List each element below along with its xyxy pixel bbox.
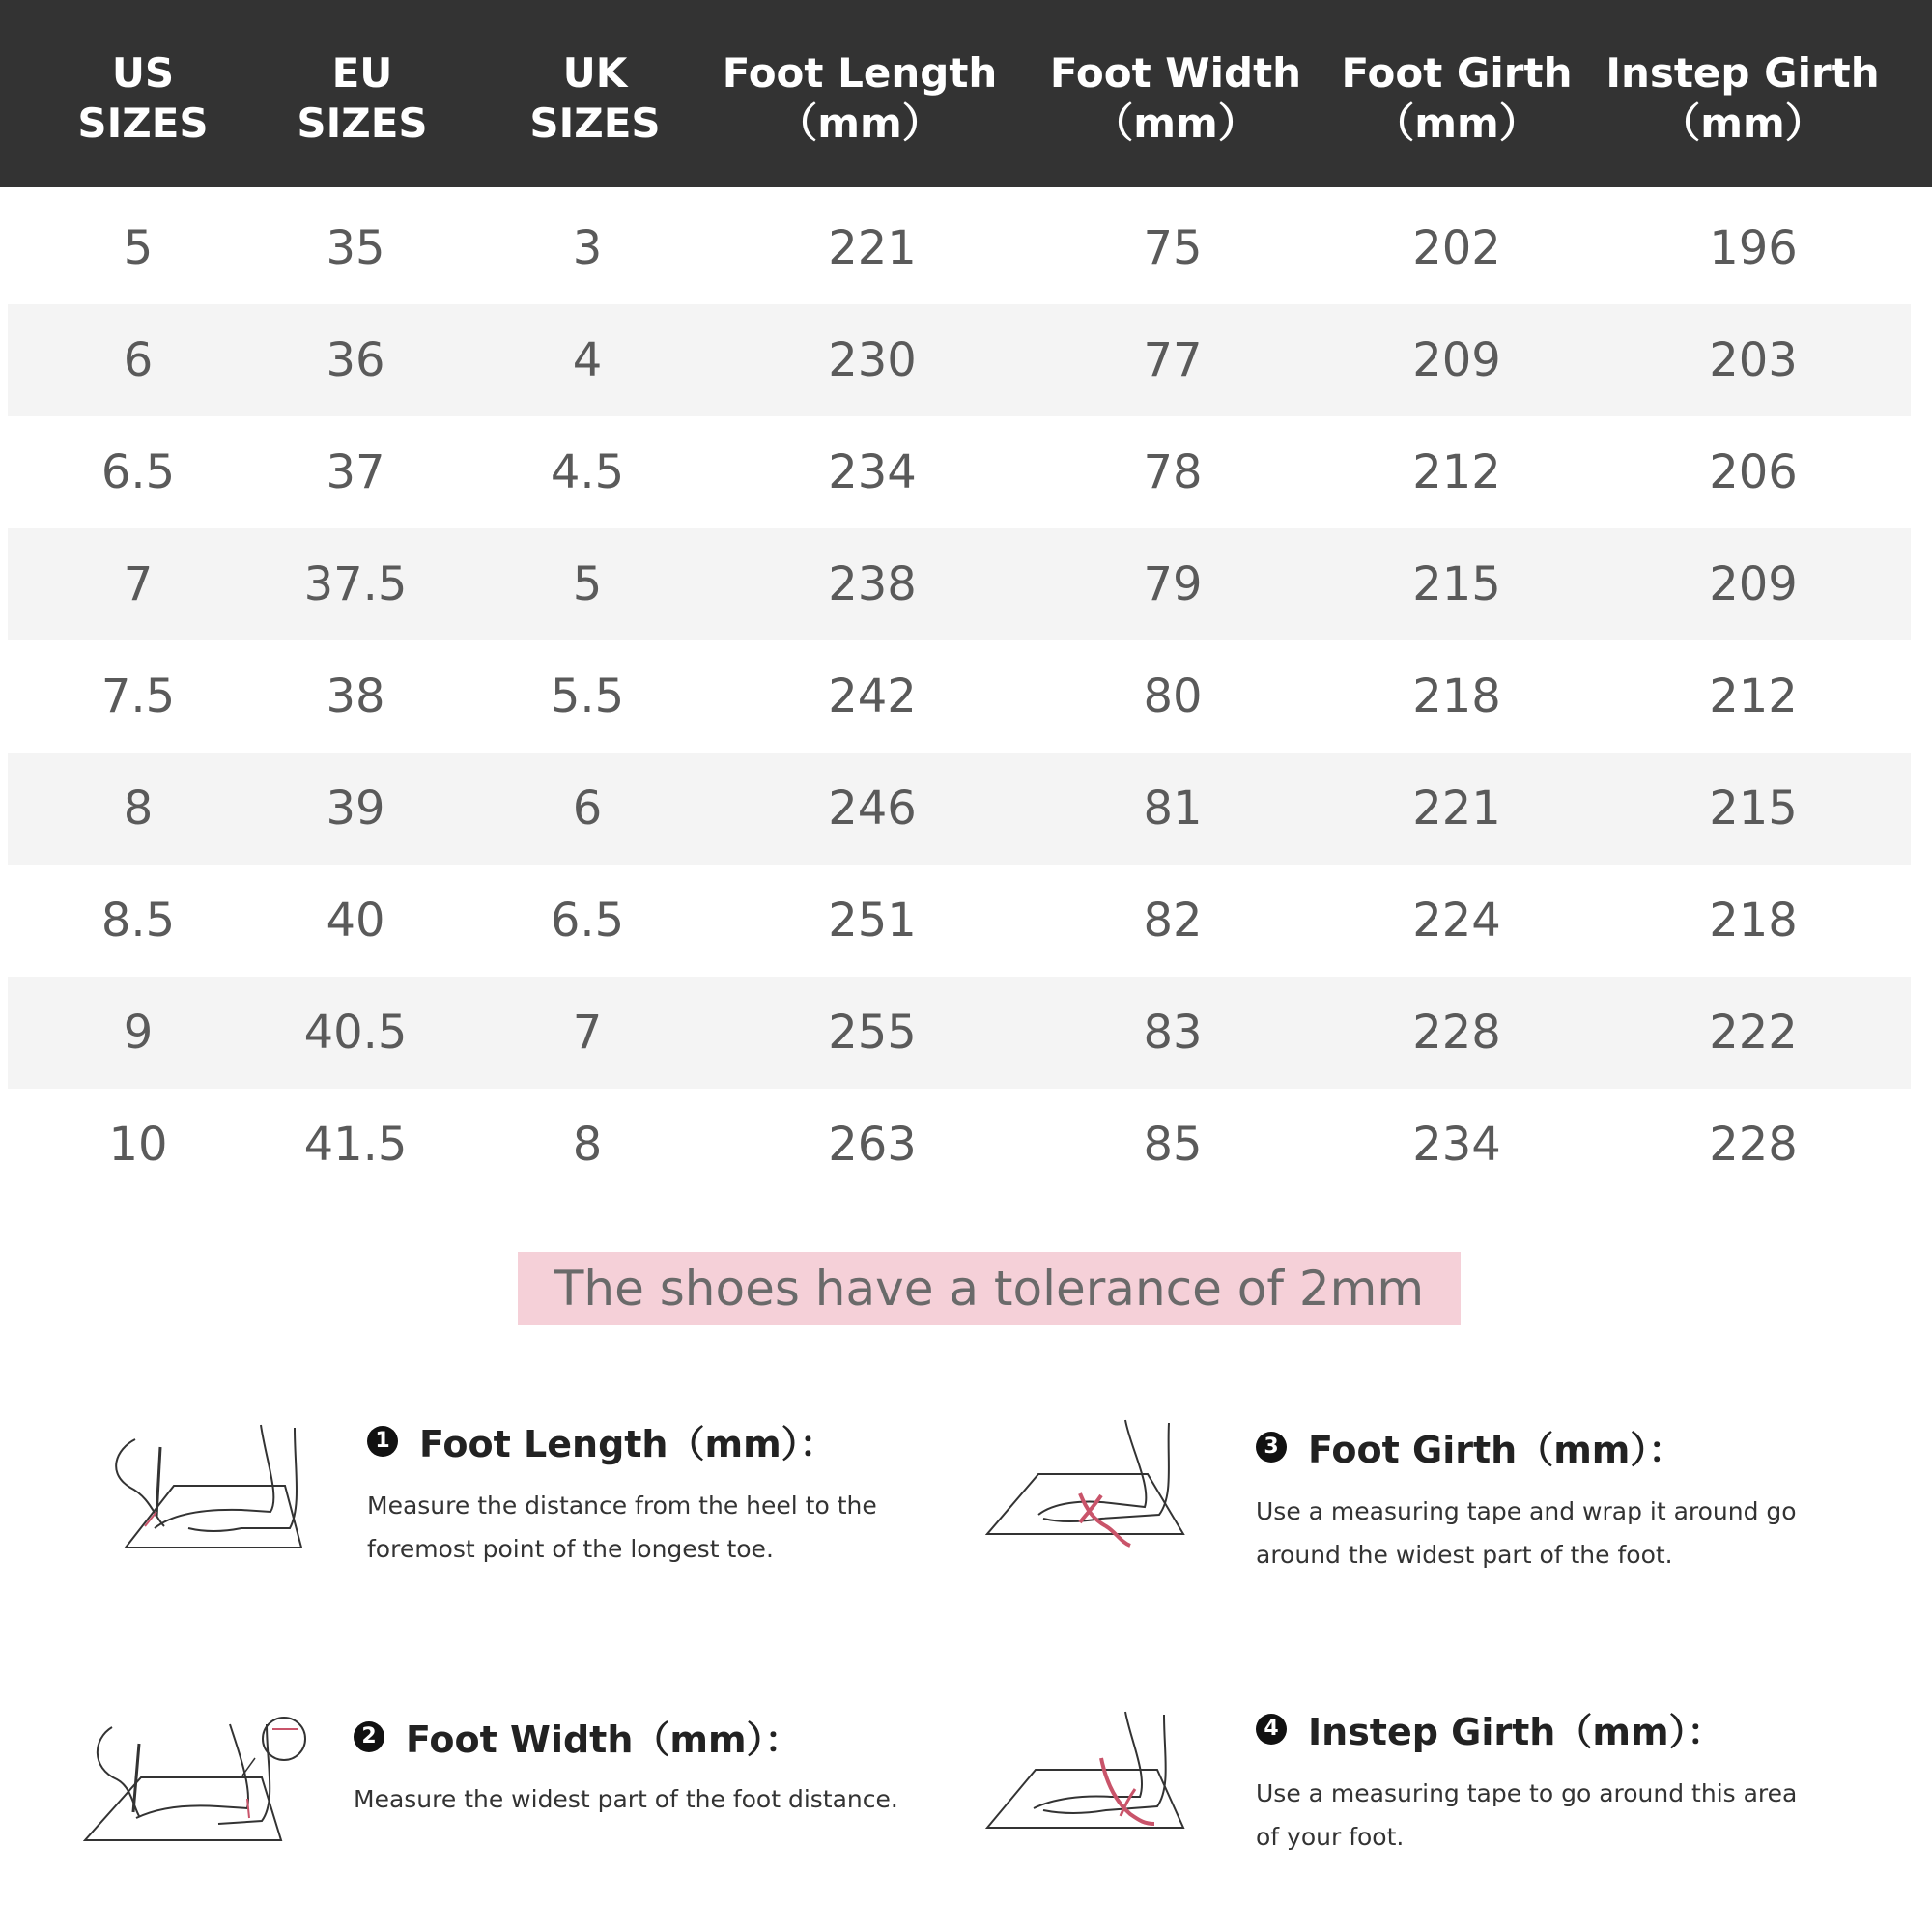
foot-length-description: Measure the distance from the heel to the foremost point of the longest toe. [367, 1492, 877, 1563]
cell-foot-width: 75 [1143, 221, 1203, 275]
cell-instep-girth: 212 [1709, 669, 1798, 724]
cell-foot-width: 78 [1143, 445, 1203, 499]
cell-uk-size: 5.5 [550, 669, 625, 724]
table-row [8, 304, 1911, 416]
cell-eu-size: 38 [326, 669, 385, 724]
cell-us-size: 8 [123, 781, 154, 836]
table-row [8, 416, 1911, 528]
cell-eu-size: 39 [326, 781, 385, 836]
cell-foot-length: 242 [828, 669, 917, 724]
cell-foot-girth: 212 [1412, 445, 1501, 499]
cell-foot-width: 77 [1143, 333, 1203, 387]
cell-instep-girth: 228 [1709, 1118, 1798, 1172]
cell-instep-girth: 196 [1709, 221, 1798, 275]
foot-girth-description: Use a measuring tape and wrap it around go around the widest part of the foot. [1256, 1497, 1797, 1569]
size-table-header [0, 0, 1932, 187]
cell-uk-size: 7 [572, 1006, 603, 1060]
cell-us-size: 7.5 [100, 669, 176, 724]
table-row [8, 528, 1911, 640]
cell-uk-size: 6 [572, 781, 603, 836]
foot-width-title: 2 Foot Width（mm）： [354, 1710, 802, 1763]
cell-us-size: 8.5 [100, 894, 176, 948]
cell-foot-length: 251 [828, 894, 917, 948]
cell-foot-width: 82 [1143, 894, 1203, 948]
foot-length-title: 1 Foot Length（mm）： [367, 1414, 837, 1467]
header-eu-sizes: EU SIZES [297, 49, 428, 147]
header-us-sizes: US SIZES [77, 49, 209, 147]
cell-eu-size: 36 [326, 333, 385, 387]
cell-uk-size: 4.5 [550, 445, 625, 499]
table-row [8, 753, 1911, 865]
header-instep-girth: Instep Girth （mm） [1605, 49, 1880, 147]
header-foot-width: Foot Width （mm） [1049, 49, 1302, 147]
cell-foot-width: 81 [1143, 781, 1203, 836]
cell-uk-size: 8 [572, 1118, 603, 1172]
step-3-icon: 3 [1256, 1432, 1287, 1463]
cell-eu-size: 40 [326, 894, 385, 948]
cell-uk-size: 4 [572, 333, 603, 387]
cell-us-size: 10 [108, 1118, 168, 1172]
cell-foot-width: 83 [1143, 1006, 1203, 1060]
cell-foot-length: 246 [828, 781, 917, 836]
cell-foot-girth: 234 [1412, 1118, 1501, 1172]
cell-us-size: 5 [123, 221, 154, 275]
step-2-icon: 2 [354, 1721, 384, 1752]
instep-girth-title: 4 Instep Girth（mm）： [1256, 1702, 1724, 1755]
foot-width-description: Measure the widest part of the foot distance. [354, 1785, 898, 1813]
tolerance-note: The shoes have a tolerance of 2mm [518, 1252, 1461, 1325]
cell-foot-girth: 209 [1412, 333, 1501, 387]
cell-foot-width: 80 [1143, 669, 1203, 724]
cell-foot-length: 263 [828, 1118, 917, 1172]
cell-foot-length: 221 [828, 221, 917, 275]
table-row [8, 865, 1911, 977]
cell-foot-length: 255 [828, 1006, 917, 1060]
cell-us-size: 6 [123, 333, 154, 387]
foot-width-illustration [83, 1710, 315, 1855]
cell-foot-girth: 215 [1412, 557, 1501, 611]
table-row [8, 640, 1911, 753]
cell-eu-size: 41.5 [303, 1118, 408, 1172]
cell-foot-girth: 221 [1412, 781, 1501, 836]
cell-eu-size: 35 [326, 221, 385, 275]
foot-girth-illustration [985, 1418, 1188, 1553]
table-row [8, 192, 1911, 304]
step-1-icon: 1 [367, 1426, 398, 1457]
cell-instep-girth: 206 [1709, 445, 1798, 499]
header-foot-girth: Foot Girth （mm） [1341, 49, 1573, 147]
cell-foot-length: 238 [828, 557, 917, 611]
cell-instep-girth: 209 [1709, 557, 1798, 611]
cell-instep-girth: 222 [1709, 1006, 1798, 1060]
cell-us-size: 7 [123, 557, 154, 611]
step-4-icon: 4 [1256, 1714, 1287, 1745]
foot-girth-title: 3 Foot Girth（mm）： [1256, 1420, 1685, 1473]
cell-us-size: 6.5 [100, 445, 176, 499]
cell-foot-girth: 218 [1412, 669, 1501, 724]
cell-foot-width: 79 [1143, 557, 1203, 611]
header-uk-sizes: UK SIZES [529, 49, 661, 147]
instep-girth-illustration [985, 1710, 1188, 1835]
cell-uk-size: 5 [572, 557, 603, 611]
table-row [8, 977, 1911, 1089]
cell-foot-girth: 202 [1412, 221, 1501, 275]
cell-foot-width: 85 [1143, 1118, 1203, 1172]
cell-foot-length: 230 [828, 333, 917, 387]
cell-eu-size: 37 [326, 445, 385, 499]
header-foot-length: Foot Length （mm） [722, 49, 998, 147]
cell-instep-girth: 215 [1709, 781, 1798, 836]
cell-eu-size: 37.5 [303, 557, 408, 611]
cell-foot-girth: 224 [1412, 894, 1501, 948]
cell-foot-girth: 228 [1412, 1006, 1501, 1060]
instep-girth-description: Use a measuring tape to go around this area of your foot. [1256, 1779, 1798, 1851]
cell-us-size: 9 [123, 1006, 154, 1060]
cell-eu-size: 40.5 [303, 1006, 408, 1060]
cell-instep-girth: 203 [1709, 333, 1798, 387]
cell-uk-size: 3 [572, 221, 603, 275]
cell-foot-length: 234 [828, 445, 917, 499]
foot-length-illustration [97, 1420, 309, 1555]
table-row [8, 1089, 1911, 1201]
cell-instep-girth: 218 [1709, 894, 1798, 948]
cell-uk-size: 6.5 [550, 894, 625, 948]
